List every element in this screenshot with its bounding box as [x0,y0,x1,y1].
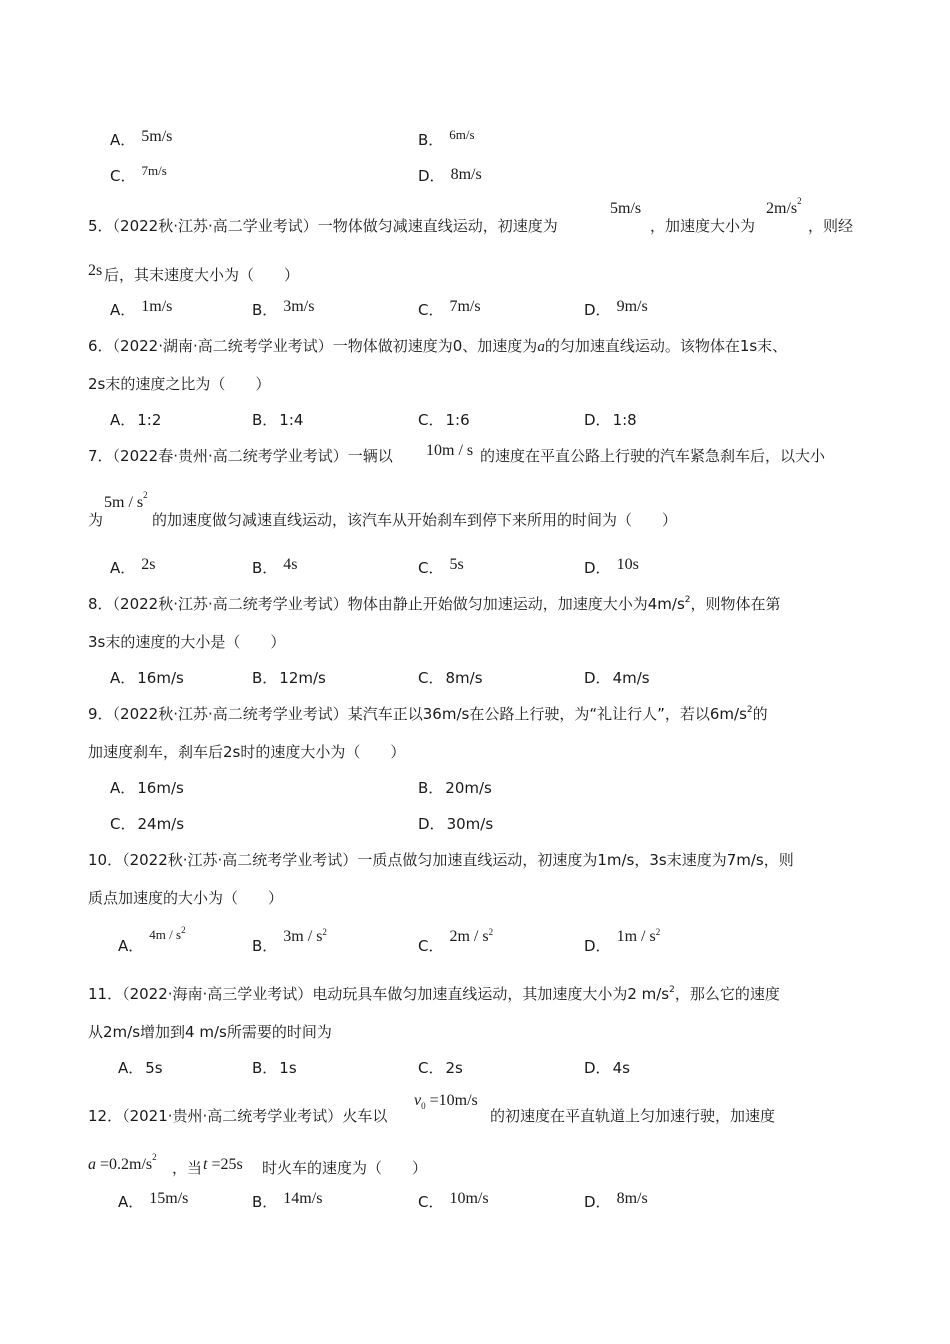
q5-stem-line1-c: ，则经 [808,217,854,235]
option-value: 8m/s [450,166,482,183]
q4-option-b[interactable] [418,127,475,151]
q12-option-c[interactable]: C． 10m/s [418,1190,489,1211]
q11-stem-line2: 从2m/s增加到4 m/s所需要的时间为 [88,1023,332,1041]
q11-stem-line1: 11．（2022·海南·高三学业考试）电动玩具车做匀加速直线运动，其加速度大小为2 $m/s^2$，那么它的速度 [88,985,780,1003]
q9-stem-line1: 9．（2022秋·江苏·高二统考学业考试）某汽车正以36m/s在公路上行驶，为“礼让行人”，若以$6m/s^2$的 [88,705,768,723]
option-value: 5m/s [141,128,173,145]
q9-option-d[interactable]: D． 30m/s [418,815,494,833]
q12-stem-line1: 12．（2021·贵州·高二统考学业考试）火车以 [88,1107,388,1125]
q6-stem-line2: 2s末的速度之比为（ ） [88,375,271,393]
q11-option-b[interactable]: B． 1s [252,1059,297,1077]
q12-stem-line1-b: 的初速度在平直轨道上匀加速行驶，加速度 [490,1107,776,1125]
q12-option-d[interactable]: D． 8m/s [584,1190,648,1211]
q8-option-c[interactable]: C． 8m/s [418,669,483,687]
q12-acceleration: $a =0.2m/s^2$ [88,1152,157,1173]
q8-option-a[interactable]: A． 16m/s [110,669,184,687]
q7-option-a[interactable]: A． 2s [110,556,156,577]
q12-stem-line2-b: 时火车的速度为（ ） [262,1159,428,1177]
q5-initial-velocity: 5m/s [610,200,642,217]
q5-stem-line1-b: ，加速度大小为 [650,217,756,235]
q10-option-c[interactable]: C．$2m / s^2$ [418,927,494,955]
q4-option-c[interactable] [110,163,167,187]
q10-option-a[interactable]: A．$4m / s^2$ [118,925,186,955]
q10-option-b[interactable]: B．$3m / s^2$ [252,927,327,955]
q6-stem-line1: 6．（2022·湖南·高二统考学业考试）一物体做初速度为0、加速度为a的匀加速直线运动。该物体在1s末、 [88,337,788,355]
q7-stem-line1: 7．（2022春·贵州·高二统考学业考试）一辆以 [88,447,393,465]
q6-option-b[interactable]: B． 1:4 [252,411,304,429]
q5-stem-line1: 5．（2022秋·江苏·高二学业考试）一物体做匀减速直线运动，初速度为 [88,217,558,235]
q8-option-d[interactable]: D． 4m/s [584,669,650,687]
q5-option-b[interactable]: B． 3m/s [252,298,315,319]
q9-option-a[interactable]: A． 16m/s [110,779,184,797]
q12-time: t =25s [203,1156,243,1173]
q5-time: 2s [88,262,103,279]
option-value: 6m/s [449,127,475,142]
q9-option-b[interactable]: B． 20m/s [418,779,492,797]
q5-option-c[interactable]: C． 7m/s [418,298,481,319]
q12-option-a[interactable]: A． 15m/s [118,1190,189,1211]
q5-option-d[interactable]: D． 9m/s [584,298,648,319]
option-value: 7m/s [141,163,167,178]
q4-option-d[interactable] [418,166,482,187]
q12-stem-line2-a: ，当 [172,1159,203,1177]
option-label: C． [110,167,136,185]
q7-velocity: 10m / s [426,442,474,459]
q5-option-a[interactable]: A． 1m/s [110,298,173,319]
q7-option-b[interactable]: B． 4s [252,556,298,577]
q6-option-c[interactable]: C． 1:6 [418,411,470,429]
q7-stem-line2-b: 的加速度做匀减速直线运动，该汽车从开始刹车到停下来所用的时间为（ ） [152,511,678,529]
q10-stem-line1: 10．（2022秋·江苏·高二统考学业考试）一质点做匀加速直线运动，初速度为1m/s，3s末速度为7m/s，则 [88,851,794,869]
q10-stem-line2: 质点加速度的大小为（ ） [88,889,284,907]
q5-stem-line2: 后，其末速度大小为（ ） [104,266,300,284]
q11-option-a[interactable]: A． 5s [118,1059,163,1077]
q8-stem-line1: 8．（2022秋·江苏·高二统考学业考试）物体由静止开始做匀加速运动，加速度大小为$4m/s^2$，则物体在第 [88,595,781,613]
option-label: A． [110,131,136,149]
q9-stem-line2: 加速度刹车，刹车后2s时的速度大小为（ ） [88,743,406,761]
q9-option-c[interactable]: C． 24m/s [110,815,185,833]
q8-option-b[interactable]: B． 12m/s [252,669,326,687]
q7-option-c[interactable]: C． 5s [418,556,464,577]
q6-option-a[interactable]: A． 1:2 [110,411,162,429]
q6-option-d[interactable]: D． 1:8 [584,411,637,429]
q12-initial-velocity: $v_0 =10m/s$ [414,1092,478,1111]
q11-option-c[interactable]: C． 2s [418,1059,463,1077]
q7-acceleration: $5m / s^2$ [104,490,148,511]
q4-option-a[interactable] [110,130,172,151]
q12-option-b[interactable]: B． 14m/s [252,1190,323,1211]
q7-stem-line2-a: 为 [88,511,104,529]
option-label: D． [418,167,445,185]
q5-acceleration: $2m/s^2$ [766,196,802,217]
option-label: B． [418,131,444,149]
q8-stem-line2: 3s末的速度的大小是（ ） [88,633,286,651]
q11-option-d[interactable]: D． 4s [584,1059,630,1077]
q7-option-d[interactable]: D． 10s [584,556,639,577]
q7-stem-line1-b: 的速度在平直公路上行驶的汽车紧急刹车后，以大小 [480,447,826,465]
q10-option-d[interactable]: D．$1m / s^2$ [584,927,661,955]
